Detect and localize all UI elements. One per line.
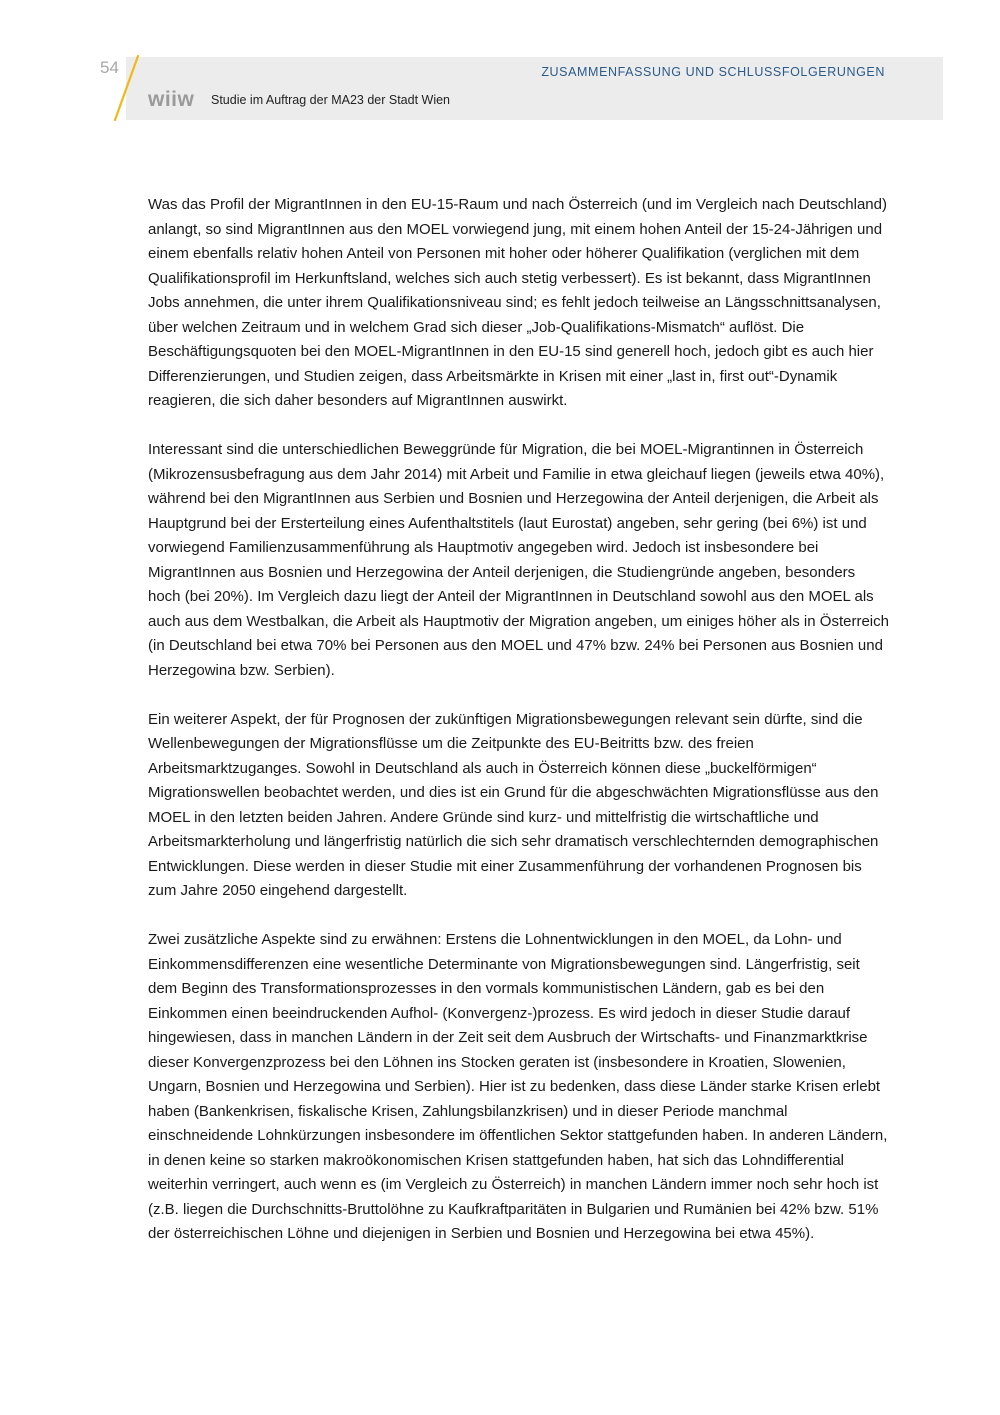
paragraph: Zwei zusätzliche Aspekte sind zu erwähnen: Erstens die Lohnentwicklungen in den MOEL, da Lohn- und Einkommensdifferenzen eine wesentliche Determinante von Migrationsbewegungen sind. Längerfristig, seit dem Beginn des Transformationsprozesses in den vormals kommunistischen Ländern, gab es bei den Einkommen einen beeindruckenden Aufhol- (Konvergenz-)prozess. Es wird jedoch in dieser Studie darauf hingewiesen, dass in manchen Ländern in der Zeit seit dem Ausbruch der Wirtschafts- und Finanzmarktkrise dieser Konvergenzprozess bei den Löhnen ins Stocken geraten ist (insbesondere in Kroatien, Slowenien, Ungarn, Bosnien und Herzegowina und Serbien). Hier ist zu bedenken, dass diese Länder starke Krisen erlebt haben (Bankenkrisen, fiskalische Krisen, Zahlungsbilanzkrisen) und in dieser Periode manchmal einschneidende Lohnkürzungen insbesondere im öffentlichen Sektor stattgefunden haben. In anderen Ländern, in denen keine so starken makroökonomischen Krisen stattgefunden haben, hat sich das Lohndifferential weiterhin verringert, auch wenn es (im Vergleich zu Österreich) in manchen Ländern immer noch sehr hoch ist (z.B. liegen die Durchschnitts-Bruttolöhne zu Kaufkraftparitäten in Bulgarien und Rumänien bei 42% bzw. 51% der österreichischen Löhne und diejenigen in Serbien und Bosnien und Herzegowina bei etwa 45%). [148, 931, 888, 1242]
page-number: 54 [100, 58, 119, 77]
document-body [148, 193, 890, 1271]
header-subtitle: Studie im Auftrag der MA23 der Stadt Wien [211, 93, 451, 107]
paragraph: Interessant sind die unterschiedlichen Beweggründe für Migration, die bei MOEL-Migrantinnen in Österreich (Mikrozensusbefragung aus dem Jahr 2014) mit Arbeit und Familie in etwa gleichauf liegen (jeweils etwa 40%), während bei den MigrantInnen aus Serbien und Bosnien und Herzegowina der Anteil derjenigen, die Arbeit als Hauptgrund bei der Ersterteilung eines Aufenthaltstitels (laut Eurostat) angeben, sehr gering (bei 6%) ist und vorwiegend Familienzusammenführung als Hauptmotiv angegeben wird. Jedoch ist insbesondere bei MigrantInnen aus Bosnien und Herzegowina der Anteil derjenigen, die Studiengründe angeben, besonders hoch (bei 20%). Im Vergleich dazu liegt der Anteil der MigrantInnen in Deutschland sowohl aus den MOEL als auch aus dem Westbalkan, die Arbeit als Hauptmotiv der Migration angeben, um einiges höher als in Österreich (in Deutschland bei etwa 70% bei Personen aus den MOEL und 47% bzw. 24% bei Personen aus Bosnien und Herzegowina bzw. Serbien). [148, 441, 889, 679]
paragraph: Ein weiterer Aspekt, der für Prognosen der zukünftigen Migrationsbewegungen relevant sein dürfte, sind die Wellenbewegungen der Migrationsflüsse um die Zeitpunkte des EU-Beitritts bzw. des freien Arbeitsmarktzuganges. Sowohl in Deutschland als auch in Österreich können diese „buckelförmigen“ Migrationswellen beobachtet werden, und dies ist ein Grund für die abgeschwächten Migrationsflüsse aus den MOEL in den letzten beiden Jahren. Andere Gründe sind kurz- und mittelfristig die wirtschaftliche und Arbeitsmarkterholung und längerfristig natürlich die sich sehr dramatisch verschlechternden demographischen Entwicklungen. Diese werden in dieser Studie mit einer Zusammenführung der vorhandenen Prognosen bis zum Jahre 2050 eingehend dargestellt. [148, 710, 879, 899]
wiiw-logo: wiiw [148, 88, 195, 111]
paragraph: Was das Profil der MigrantInnen in den EU-15-Raum und nach Österreich (und im Vergleich nach Deutschland) anlangt, so sind MigrantInnen aus den MOEL vorwiegend jung, mit einem hohen Anteil der 15-24-Jährigen und einem ebenfalls relativ hohen Anteil von Personen mit hoher oder höherer Qualifikation (verglichen mit dem Qualifikationsprofil im Herkunftsland, welches sich auch stetig verbessert). Es ist bekannt, dass MigrantInnen Jobs annehmen, die unter ihrem Qualifikationsniveau sind; es fehlt jedoch teilweise an Längsschnittsanalysen, über welchen Zeitraum und in welchem Grad sich dieser „Job-Qualifikations-Mismatch“ auflöst. Die Beschäftigungsquoten bei den MOEL-MigrantInnen in den EU-15 sind generell hoch, jedoch gibt es auch hier Differenzierungen, und Studien zeigen, dass Arbeitsmärkte in Krisen mit einer „last in, first out“-Dynamik reagieren, die sich daher besonders auf MigrantInnen auswirkt. [148, 196, 887, 409]
section-title: ZUSAMMENFASSUNG UND SCHLUSSFOLGERUNGEN [541, 65, 885, 79]
